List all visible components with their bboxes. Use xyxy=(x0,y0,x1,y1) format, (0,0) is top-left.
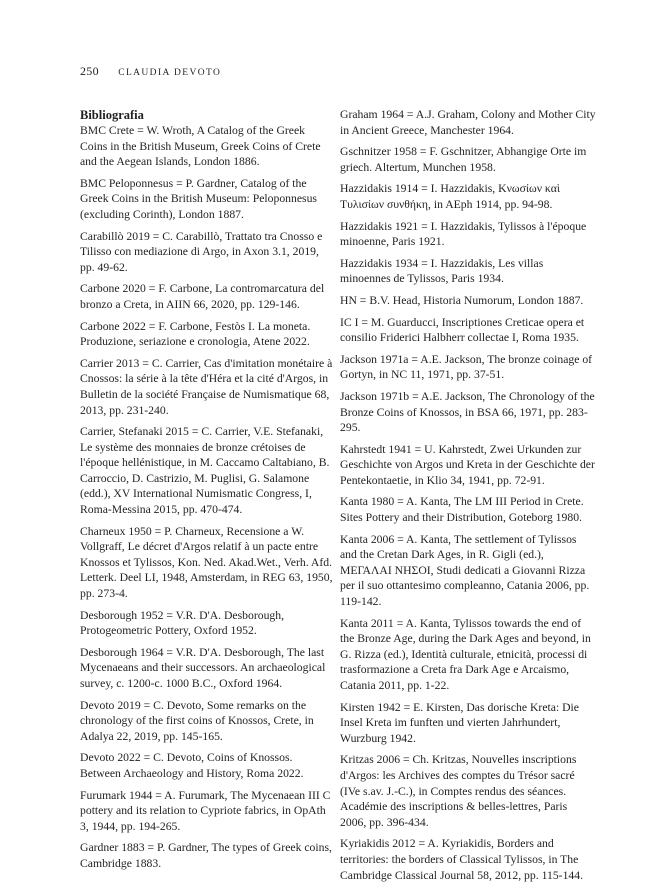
running-head-author: CLAUDIA DEVOTO xyxy=(118,68,222,78)
bibliography-entry: Carbone 2022 = F. Carbone, Festòs I. La moneta. Produzione, seriazione e cronologia, Atene 2022. xyxy=(80,319,311,349)
bibliography-entry: Hazzidakis 1934 = I. Hazzidakis, Les villas minoennes de Tylissos, Paris 1934. xyxy=(340,256,544,286)
bibliography-entry: Kahrstedt 1941 = U. Kahrstedt, Zwei Urkunden zur Geschichte von Argos und Kreta in der Geschichte der Pentekontaetie, in Klio 34, 1941, pp. 72-91. xyxy=(340,442,595,487)
bibliography-entry: Devoto 2019 = C. Devoto, Some remarks on the chronology of the first coins of Knossos, Crete, in Adalya 22, 2019, pp. 145-165. xyxy=(80,698,314,743)
bibliography-entry: Graham 1964 = A.J. Graham, Colony and Mother City in Ancient Greece, Manchester 1964. xyxy=(340,108,596,137)
bibliography-entry: Hazzidakis 1921 = I. Hazzidakis, Tylissos à l'époque minoenne, Paris 1921. xyxy=(340,219,587,249)
bibliography-entry: Hazzidakis 1914 = I. Hazzidakis, Κνωσίων καὶ Τυλισίων συνθήκη, in AEph 1914, pp. 94-98. xyxy=(340,182,560,211)
bibliography-entry: Carabillò 2019 = C. Carabillò, Trattato tra Cnosso e Tilisso con mediazione di Argo, in Axon 3.1, 2019, pp. 49-62. xyxy=(80,229,323,274)
bibliography-entry: Kanta 1980 = A. Kanta, The LM III Period in Crete. Sites Pottery and their Distribution, Goteborg 1980. xyxy=(340,495,584,525)
bibliography-entry: Devoto 2022 = C. Devoto, Coins of Knossos. Between Archaeology and History, Roma 2022. xyxy=(80,751,304,780)
bibliography-entry: Kirsten 1942 = E. Kirsten, Das dorische Kreta: Die Insel Kreta im funften und vierten Jahrhundert, Wurzburg 1942. xyxy=(340,700,579,745)
bibliography-entry: Kyriakidis 2012 = A. Kyriakidis, Borders and territories: the borders of Classical Tylissos, in The Cambridge Classical Journal 58, 2012, pp. 115-144. xyxy=(340,837,584,882)
bibliography-entry: Carbone 2020 = F. Carbone, La contromarcatura del bronzo a Creta, in AIIN 66, 2020, pp. 129-146. xyxy=(80,282,325,311)
bibliography-entry: HN = B.V. Head, Historia Numorum, London 1887. xyxy=(340,293,584,307)
right-entry-list xyxy=(340,107,596,883)
bibliography-entry: Furumark 1944 = A. Furumark, The Mycenaean III C pottery and its relation to Cypriote fabrics, in OpAth 3, 1944, pp. 194-265. xyxy=(80,788,331,833)
bibliography-entry: Kritzas 2006 = Ch. Kritzas, Nouvelles inscriptions d'Argos: les Archives des comptes du Trésor sacré (IVe s.av. J.-C.), in Comptes rendus des séances. Académie des inscriptions & belles-lettres, Paris 2006, pp. 396-434. xyxy=(340,753,577,829)
bibliography-entry: Charneux 1950 = P. Charneux, Recensione a W. Vollgraff, Le décret d'Argos relatif à un pacte entre Knossos et Tylissos, Kon. Ned. Akad.Wet., Verh. Afd. Letterk. Deel LI, 1948, Amsterdam, in REG 63, 1950, pp. 273-4. xyxy=(80,524,333,601)
bibliography-entry: Gardner 1883 = P. Gardner, The types of Greek coins, Cambridge 1883. xyxy=(80,841,332,870)
bibliography-entry: IC I = M. Guarducci, Inscriptiones Creticae opera et consilio Friderici Halbherr collectae I, Roma 1935. xyxy=(340,315,585,345)
bibliography-left-column xyxy=(80,107,335,878)
bibliography-entry: Gschnitzer 1958 = F. Gschnitzer, Abhangige Orte im griech. Altertum, Munchen 1958. xyxy=(340,145,587,174)
bibliography-entry: Carrier, Stefanaki 2015 = C. Carrier, V.E. Stefanaki, Le système des monnaies de bronze crétoises de l'époque hellénistique, in M. Caccamo Caltabiano, B. Carroccio, D. Castrizio, M. Puglisi, G. Salamone (edd.), XV International Numismatic Congress, I, Roma-Messina 2015, pp. 470-474. xyxy=(80,425,330,517)
left-entry-list xyxy=(80,123,335,872)
bibliography-entry: Desborough 1952 = V.R. D'A. Desborough, Protogeometric Pottery, Oxford 1952. xyxy=(80,608,285,638)
bibliography-entry: Kanta 2006 = A. Kanta, The settlement of Tylissos and the Cretan Dark Ages, in R. Gigli (ed.), ΜΕΓΑΛΑΙ ΝΗΣΟΙ, Studi dedicati a Giovanni Rizza per il suo ottantesimo compleanno, Catania 2006, pp. 119-142. xyxy=(340,532,590,609)
bibliography-entry: Carrier 2013 = C. Carrier, Cas d'imitation monétaire à Cnossos: la série à la tête d'Héra et la cité d'Argos, in Bulletin de la société Française de Numismatique 68, 2013, pp. 231-240. xyxy=(80,356,333,417)
bibliography-entry: Jackson 1971b = A.E. Jackson, The Chronology of the Bronze Coins of Knossos, in BSA 66, 1971, pp. 283-295. xyxy=(340,389,595,435)
running-header xyxy=(80,64,221,79)
bibliography-entry: Desborough 1964 = V.R. D'A. Desborough, The last Mycenaeans and their successors. An archaeological survey, c. 1200-c. 1000 B.C., Oxford 1964. xyxy=(80,645,326,690)
bibliography-entry: BMC Peloponnesus = P. Gardner, Catalog of the Greek Coins in the British Museum: Peloponnesus (excluding Corinth), London 1887. xyxy=(80,176,317,221)
bibliography-entry: Kanta 2011 = A. Kanta, Tylissos towards the end of the Bronze Age, during the Dark Ages and beyond, in G. Rizza (ed.), Identità culturale, etnicità, processi di trasformazione a Creta fra Dark Age e Arcaismo, Catania 2011, pp. 1-22. xyxy=(340,616,591,692)
page-number: 250 xyxy=(80,64,99,78)
bibliography-right-column xyxy=(340,107,596,887)
bibliography-entry: BMC Crete = W. Wroth, A Catalog of the Greek Coins in the British Museum, Greek Coins of Crete and the Aegean Islands, London 1886. xyxy=(80,124,321,169)
bibliography-entry: Jackson 1971a = A.E. Jackson, The bronze coinage of Gortyn, in NC 11, 1971, pp. 37-51. xyxy=(340,352,593,382)
section-title: Bibliografia xyxy=(80,108,144,122)
